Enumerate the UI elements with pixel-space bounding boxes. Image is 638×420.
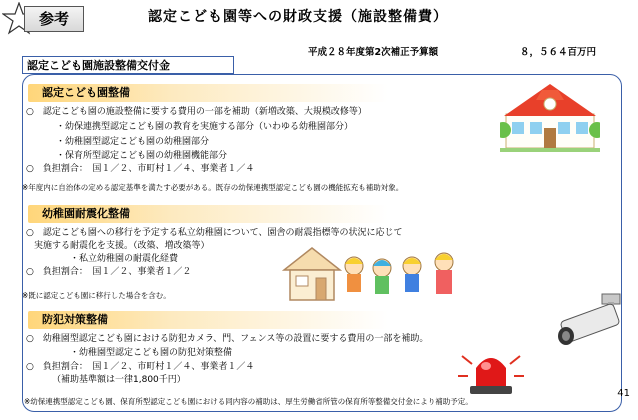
section1-line: ・幼稚園型認定こども園の幼稚園部分 bbox=[56, 137, 210, 147]
section1-note: ※年度内に自治体の定める認定基準を満たす必要がある。既存の幼保連携型認定こども園の機能拡充も補助対象。 bbox=[22, 183, 404, 192]
section-heading-security: 防犯対策整備 bbox=[28, 311, 388, 329]
section-heading-seismic: 幼稚園耐震化整備 bbox=[28, 205, 388, 223]
section1-line: ・保育所型認定こども園の幼稚園機能部分 bbox=[56, 151, 228, 161]
section2-line: 実施する耐震化を支援。（改築、増改築等） bbox=[34, 241, 210, 251]
grant-title: 認定こども園施設整備交付金 bbox=[22, 56, 234, 74]
children-icon bbox=[340, 252, 470, 298]
section1-line: ○ 負担割合： 国１／２、市町村１／４、事業者１／４ bbox=[26, 164, 255, 174]
budget-line bbox=[308, 44, 596, 58]
section2-line: ○ 負担割合： 国１／２、事業者１／２ bbox=[26, 267, 192, 277]
section3-line: ○ 幼稚園型認定こども園における防犯カメラ、門、フェンス等の設置に要する費用の一部を補助。 bbox=[26, 334, 429, 344]
section-heading-facility: 認定こども園整備 bbox=[28, 84, 388, 102]
reference-tag: 参考 bbox=[24, 6, 84, 32]
page-number: 41 bbox=[617, 388, 630, 399]
page-title: 認定こども園等への財政支援（施設整備費） bbox=[148, 9, 448, 25]
section1-line: ・幼保連携型認定こども園の教育を実施する部分（いわゆる幼稚園部分） bbox=[56, 122, 354, 132]
budget-label: 平成２８年度第2次補正予算額 bbox=[308, 47, 439, 58]
kindergarten-building-icon bbox=[500, 80, 600, 152]
budget-amount: ８，５６４百万円 bbox=[520, 47, 597, 58]
section1-line: ○ 認定こども園の施設整備に要する費用の一部を補助（新増改築、大規模改修等） bbox=[26, 107, 367, 117]
section3-line: ○ 負担割合： 国１／２、市町村１／４、事業者１／４ bbox=[26, 362, 255, 372]
section3-note: ※幼保連携型認定こども園、保育所型認定こども園における同内容の補助は、厚生労働省所管の保育所等整備交付金により補助予定。 bbox=[24, 397, 473, 406]
section2-note: ※既に認定こども園に移行した場合を含む。 bbox=[22, 291, 171, 300]
section3-line: （補助基準額は一律1,800千円） bbox=[52, 375, 186, 385]
section2-line: ○ 認定こども園への移行を予定する私立幼稚園について、園舎の耐震指標等の状況に応じて bbox=[26, 228, 403, 238]
warning-light-icon bbox=[456, 346, 526, 398]
section3-line: ・幼稚園型認定こども園の防犯対策整備 bbox=[70, 348, 233, 358]
section2-line: ・私立幼稚園の耐震化経費 bbox=[70, 254, 179, 264]
security-camera-icon bbox=[548, 290, 624, 350]
house-icon bbox=[282, 246, 342, 302]
